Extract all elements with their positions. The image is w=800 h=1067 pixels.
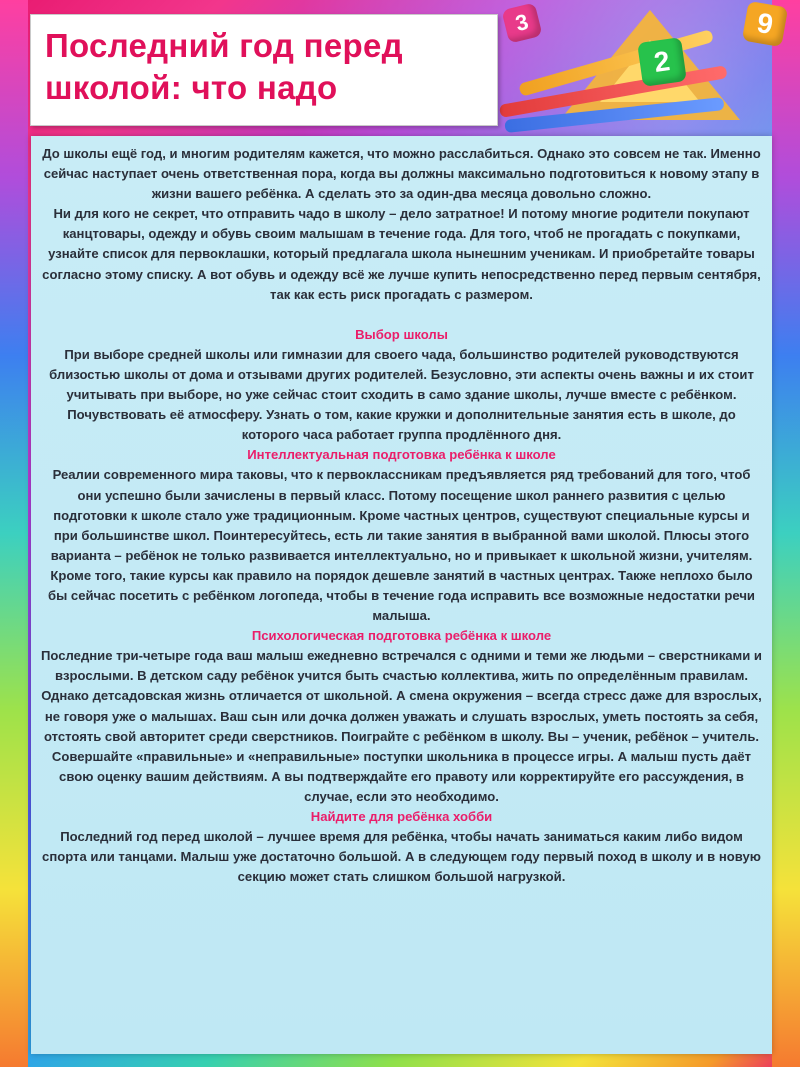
article-panel — [31, 136, 772, 1054]
dice-number: 3 — [512, 8, 531, 37]
dice-icon — [501, 2, 542, 43]
page-title — [45, 25, 485, 109]
section-text-hobby: Последний год перед школой – лучшее время для ребёнка, чтобы начать заниматься каким либо видом спорта или танцами. Малыш уже достаточно большой. А в следующем году первый поход в школу и в новую секцию может стать слишком большой нагрузкой. — [42, 829, 761, 885]
section-text-school-choice: При выборе средней школы или гимназии для своего чада, большинство родителей руководствуются близостью школы от дома и отзывами других родителей. Безусловно, эти аспекты очень важны и их стоит учитывать при выборе, но уже сейчас стоит сходить в само здание школы, лучше вместе с ребёнком. Почувствовать её атмосферу. Узнать о том, какие кружки и дополнительные занятия есть в школе, до которого часа работает группа продлённого дня. — [49, 346, 754, 443]
dice-number: 9 — [754, 6, 776, 41]
left-rainbow-border — [0, 0, 28, 1067]
dice-number: 2 — [652, 45, 672, 78]
title-line-1: Последний год перед — [45, 27, 403, 64]
right-rainbow-border — [772, 0, 800, 1067]
title-box — [30, 14, 498, 126]
section-heading-school-choice: Выбор школы — [355, 326, 448, 342]
intro-paragraph-2: Ни для кого не секрет, что отправить чадо в школу – дело затратное! И потому многие родители покупают канцтовары, одежду и обувь своим малышам в течение года. Для того, чтоб не прогадать с покупками, узнайте список для первоклашки, который предлагала школа нынешним ученикам. И приобретайте товары согласно этому списку. А вот обувь и одежду всё же лучше купить непосредственно перед первым сентября, так как есть риск прогадать с размером. — [42, 206, 761, 302]
section-heading-psychological: Психологическая подготовка ребёнка к школе — [251, 628, 552, 644]
dice-icon — [637, 37, 687, 87]
section-heading-hobby: Найдите для ребёнка хобби — [310, 809, 493, 824]
section-text-intellectual: Реалии современного мира таковы, что к первоклассникам предъявляется ряд требований для того, чтоб они успешно были зачислены в первый класс. Потому посещение школ раннего развития с целью подготовки к школе стало уже традиционным. Кроме частных центров, существуют специальные курсы и при большинстве школ. Поинтересуйтесь, есть ли такие занятия в выбранной вами школой. Плюсы этого варианта – ребёнок не только развивается интеллектуально, но и привыкает к школьной жизни, учителям. Кроме того, такие курсы как правило на порядок дешевле занятий в частных центрах. Также неплохо было бы сейчас посетить с ребёнком логопеда, чтобы в течение года исправить все возможные недостатки речи малыша. — [48, 467, 755, 624]
spacer — [41, 305, 762, 325]
section-heading-intellectual: Интеллектуальная подготовка ребёнка к школе — [247, 447, 556, 463]
dice-icon — [742, 1, 788, 47]
section-text-psychological: Последние три-четыре года ваш малыш ежедневно встречался с одними и теми же людьми – сверстниками и взрослыми. В детском саду ребёнок учится быть счастью коллектива, жить по определённым правилам. Однако детсадовская жизнь отличается от школьной. А смена окружения – всегда стресс даже для взрослых, не говоря уже о малышах. Ваш сын или дочка должен уважать и слушать взрослых, уметь постоять за себя, отстоять свой авторитет среди сверстников. Поиграйте с ребёнком в школу. Вы – ученик, ребёнок – учитель. Совершайте «правильные» и «неправильные» поступки школьника в процессе игры. А малыш пусть даёт свою оценку вашим действиям. А вы подтверждайте его правоту или корректируйте его рассуждения, в случае, если это необходимо. — [41, 648, 762, 804]
title-line-2: школой: что надо — [45, 69, 338, 106]
intro-paragraph-1: До школы ещё год, и многим родителям кажется, что можно расслабиться. Однако это совсем не так. Именно сейчас наступает очень ответственная пора, когда вы должны максимально подготовиться к новому этапу в жизни вашего ребёнка. А сделать это за один-два месяца довольно сложно. — [42, 146, 761, 202]
